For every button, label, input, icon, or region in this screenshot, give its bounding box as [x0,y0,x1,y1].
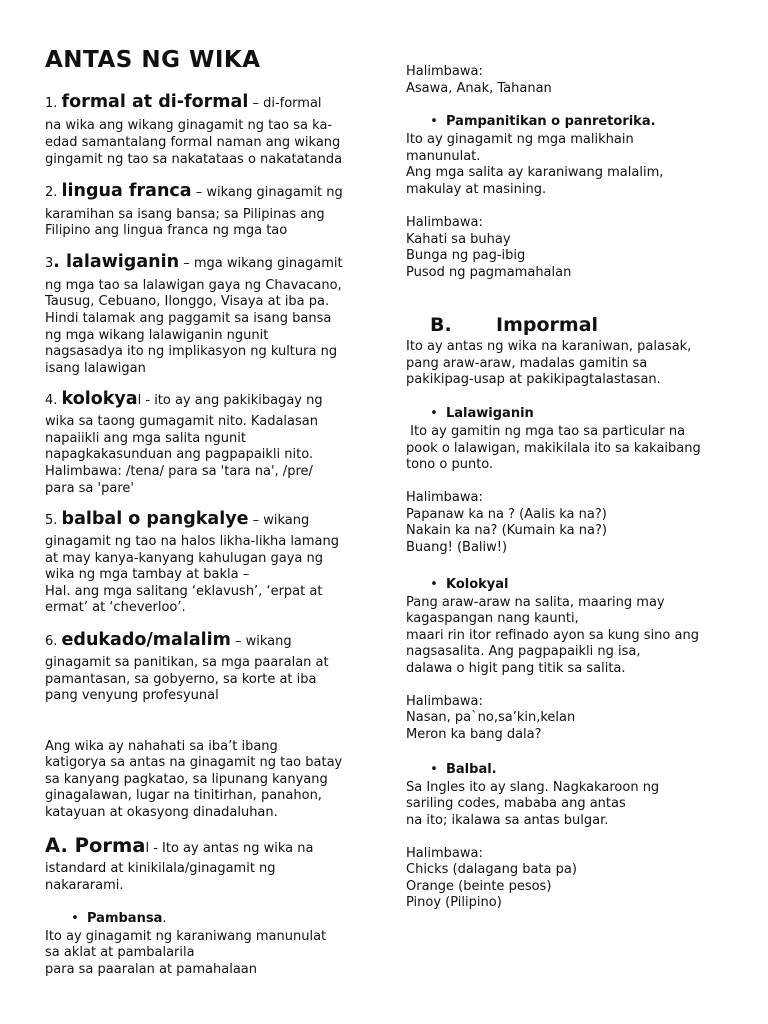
page-title: ANTAS NG WIKA [45,47,261,73]
item-2-term: lingua franca [61,181,192,201]
text-line: maari rin itor refinado ayon sa kung sino ang [406,628,699,643]
bullet-pambansa: • Pambansa. [63,910,166,927]
text-line: Orange (beinte pesos) [406,879,552,894]
text-line: wika sa taong gumagamit nito. Kadalasan [45,414,318,429]
text-line: Meron ka bang dala? [406,727,542,742]
text-line: Hal. ang mga salitang ‘eklavush’, ‘erpat at [45,584,323,599]
text-line: nakararami. [45,878,124,893]
bullet-dot-icon: • [430,406,438,421]
bullet-dot-icon: • [430,577,438,592]
text-line: Sa Ingles ito ay slang. Nagkakaroon ng [406,780,660,795]
text-line: Ang mga salita ay karaniwang malalim, [406,165,664,180]
text-line: Bunga ng pag-ibig [406,248,526,263]
text-line: pamantasan, sa gobyerno, sa korte at iba [45,672,317,687]
bullet-kolokyal: • Kolokyal [422,576,509,593]
text-line: makulay at masining. [406,182,547,197]
text-line: Ang wika ay nahahati sa iba’t ibang [45,739,278,754]
text-line: sa aklat at pambalarila [45,945,195,960]
bullet-balbal: • Balbal. [422,761,497,778]
text-line: sariling codes, mababa ang antas [406,796,626,811]
text-line: Halimbawa: /tena/ para sa 'tara na', /pre/ [45,464,313,479]
text-line: Halimbawa: [406,694,483,709]
text-line: Ito ay gamitin ng mga tao sa particular na [406,424,686,439]
text-line: Halimbawa: [406,846,483,861]
bullet-lalawiganin: • Lalawiganin [422,405,534,422]
item-3-term: . lalawiganin [53,252,180,272]
item-3-heading: 3. lalawiganin – mga wikang ginagamit [45,252,343,272]
text-line: Halimbawa: [406,215,483,230]
text-line: karamihan sa isang bansa; sa Pilipinas ang [45,207,325,222]
item-6-term: edukado/malalim [61,630,231,650]
text-line: Kahati sa buhay [406,232,511,247]
text-line: napagkakasunduan ang pagpapaikli nito. [45,447,314,462]
text-line: ginagamit sa panitikan, sa mga paaralan at [45,655,329,670]
text-line: tono o punto. [406,457,494,472]
item-4-heading: 4. kolokyal - ito ay ang pakikibagay ng [45,389,323,409]
text-line: isang lalawigan [45,361,146,376]
text-line: Ito ay antas ng wika na karaniwan, palasak, [406,339,692,354]
text-line: dalawa o higit pang titik sa salita. [406,661,626,676]
text-line: pang araw-araw, madalas gamitin sa [406,356,648,371]
text-line: napaiikli ang mga salita ngunit [45,431,246,446]
text-line: Tausug, Cebuano, Ilonggo, Visaya at iba pa. [45,294,330,309]
text-line: para sa paaralan at pamahalaan [45,962,258,977]
text-line: Hindi talamak ang paggamit sa isang bansa [45,311,332,326]
text-line: Nasan, pa`no,sa’kin,kelan [406,710,576,725]
text-line: Asawa, Anak, Tahanan [406,81,552,96]
text-line: istandard at kinikilala/ginagamit ng [45,861,276,876]
text-line: Pang araw-araw na salita, maaring may [406,595,665,610]
text-line: Chicks (dalagang bata pa) [406,862,577,877]
item-5-term: balbal o pangkalye [61,509,249,529]
text-line: ng mga wikang lalawiganin ngunit [45,328,269,343]
item-4-term: kolokya [61,389,138,409]
text-line: ginagamit ng tao na halos likha-likha lamang [45,534,340,549]
section-b-heading: Impormal [496,314,599,336]
text-line: Pinoy (Pilipino) [406,895,502,910]
section-b-letter: B. [430,314,452,336]
text-line: Filipino ang lingua franca ng mga tao [45,223,288,238]
item-1-term: formal at di-formal [61,92,249,112]
bullet-pampanitikan: • Pampanitikan o panretorika. [422,113,656,130]
text-line: Buang! (Baliw!) [406,540,508,555]
text-line: pook o lalawigan, makikilala ito sa kakaibang [406,441,701,456]
text-line: na wika ang wikang ginagamit ng tao sa ka- [45,118,333,133]
text-line: manunulat. [406,149,481,164]
text-line: Pusod ng pagmamahalan [406,265,572,280]
text-line: pakikipag-usap at pakikipagtalastasan. [406,372,661,387]
text-line: Halimbawa: [406,64,483,79]
text-line: pang venyung profesyunal [45,688,219,703]
bullet-dot-icon: • [430,762,438,777]
text-line: katigorya sa antas na ginagamit ng tao batay [45,755,343,770]
item-2-heading: 2. lingua franca – wikang ginagamit ng [45,181,343,201]
text-line: gingamit ng tao sa nakatataas o nakatatanda [45,152,343,167]
text-line: Ito ay ginagamit ng karaniwang manunulat [45,929,327,944]
item-6-heading: 6. edukado/malalim – wikang [45,630,292,650]
section-a-heading: A. Pormal - Ito ay antas ng wika na [45,834,314,857]
text-line: Nakain ka na? (Kumain ka na?) [406,523,607,538]
item-5-heading: 5. balbal o pangkalye – wikang [45,509,310,529]
bullet-dot-icon: • [71,911,79,926]
text-line: Halimbawa: [406,490,483,505]
text-line: Ito ay ginagamit ng mga malikhain [406,132,634,147]
text-line: ng mga tao sa lalawigan gaya ng Chavacano, [45,278,342,293]
text-line: na ito; ikalawa sa antas bulgar. [406,813,609,828]
text-line: ermat’ at ‘cheverloo’. [45,600,186,615]
text-line: nagsasadya ito ng implikasyon ng kultura ng [45,344,338,359]
bullet-dot-icon: • [430,114,438,129]
text-line: kagaspangan nang kaunti, [406,611,579,626]
text-line: nagsasalita. Ang pagpapaikli ng isa, [406,644,641,659]
text-line: wika ng mga tambay at bakla – [45,567,250,582]
text-line: edad samantalang formal naman ang wikang [45,135,341,150]
text-line: sa kanyang pagkatao, sa lipunang kanyang [45,772,328,787]
text-line: ginagalawan, lugar na tinitirhan, panahon, [45,788,322,803]
text-line: Papanaw ka na ? (Aalis ka na?) [406,507,607,522]
item-1-heading: 1. formal at di-formal – di-formal [45,92,322,112]
text-line: katayuan at okasyong dinadaluhan. [45,805,278,820]
text-line: para sa 'pare' [45,481,134,496]
text-line: at may kanya-kanyang kahulugan gaya ng [45,551,323,566]
